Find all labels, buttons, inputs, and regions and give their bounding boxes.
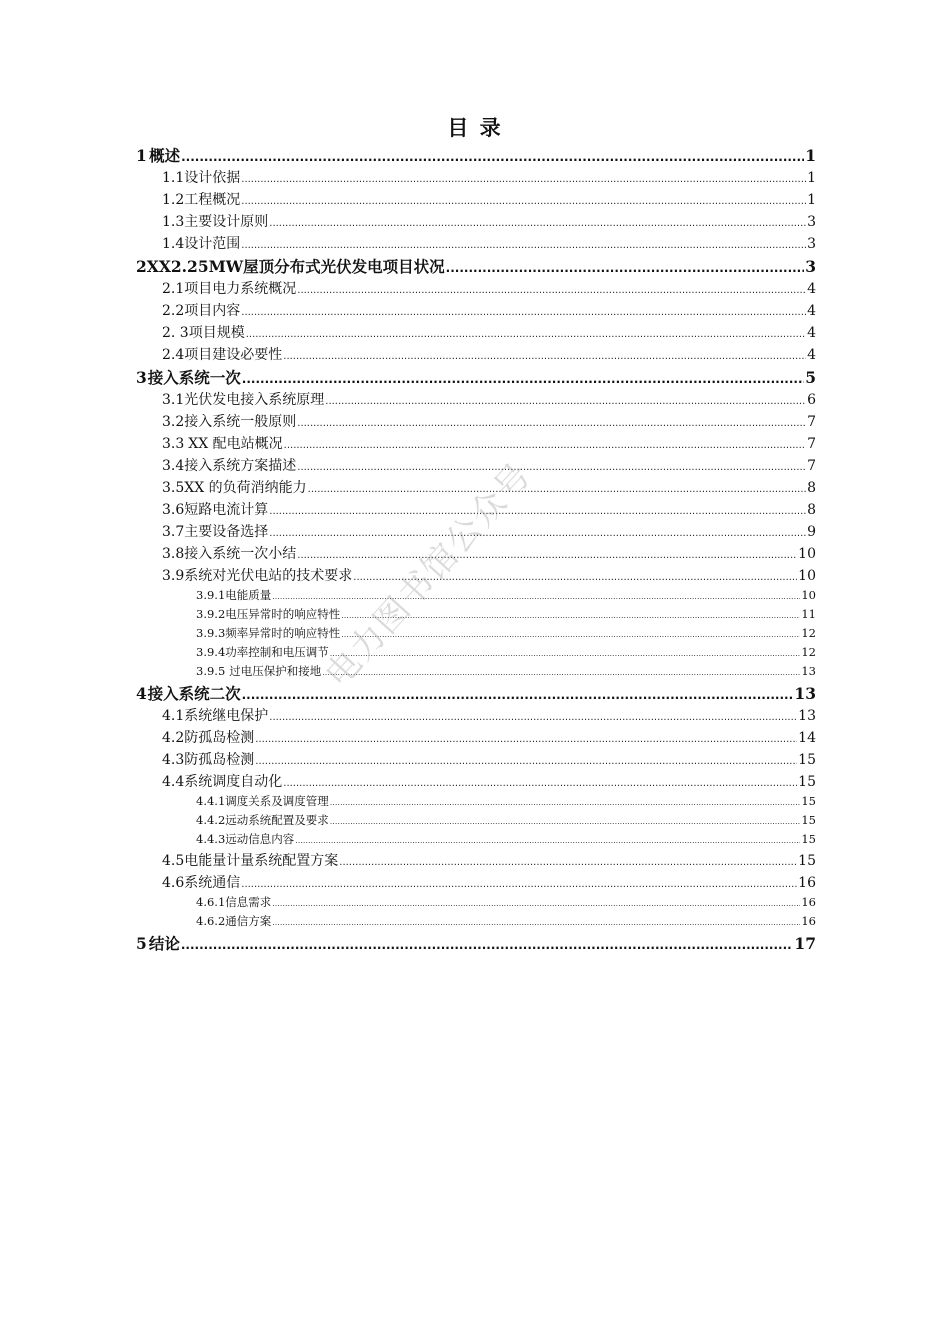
- toc-entry-label: 接入系统二次: [147, 684, 241, 703]
- toc-entry-number: 4.4.3: [196, 832, 226, 846]
- toc-leader-dots: [241, 196, 806, 207]
- toc-leader-dots: [297, 462, 806, 473]
- toc-entry-4-6-2[interactable]: [136, 913, 816, 932]
- toc-entry-page: 15: [801, 832, 816, 846]
- toc-leader-dots: [446, 261, 805, 275]
- toc-leader-dots: [241, 240, 806, 251]
- toc-entry-number: 5: [136, 934, 147, 953]
- toc-entry-page: 4: [807, 325, 816, 341]
- toc-entry-number: 2.1: [162, 281, 185, 297]
- toc-entry-number: 3.1: [162, 392, 185, 408]
- toc-entry-3-9[interactable]: [136, 565, 816, 587]
- toc-entry-page: 8: [807, 502, 816, 518]
- toc-leader-dots: [330, 798, 801, 807]
- toc-entry-3-9-4[interactable]: [136, 644, 816, 663]
- watermark: 电力图书馆公众号: [317, 454, 541, 696]
- toc-entry-label: 电压异常时的响应特性: [225, 607, 341, 621]
- toc-entry-1-1[interactable]: [136, 167, 816, 189]
- toc-entry-4-6-1[interactable]: [136, 894, 816, 913]
- toc-leader-dots: [341, 630, 800, 639]
- toc-entry-number: 4.2: [162, 730, 185, 746]
- toc-entry-label: 项目内容: [184, 303, 241, 319]
- toc-leader-dots: [242, 688, 794, 702]
- toc-entry-label: 系统继电保护: [184, 708, 269, 724]
- toc-leader-dots: [255, 734, 797, 745]
- toc-entry-label: 电能量计量系统配置方案: [184, 853, 339, 869]
- toc-leader-dots: [325, 396, 806, 407]
- toc-entry-page: 12: [801, 645, 816, 659]
- toc-leader-dots: [241, 879, 797, 890]
- toc-entry-3-9-3[interactable]: [136, 625, 816, 644]
- toc-leader-dots: [330, 649, 801, 658]
- toc-entry-page: 4: [807, 281, 816, 297]
- toc-entry-page: 3: [805, 257, 816, 276]
- toc-entry-page: 12: [801, 626, 816, 640]
- toc-entry-page: 13: [794, 684, 816, 703]
- toc-entry-number: 2: [136, 257, 147, 276]
- toc-leader-dots: [269, 218, 806, 229]
- toc-entry-3-2[interactable]: [136, 411, 816, 433]
- toc-entry-1[interactable]: [136, 144, 816, 167]
- toc-entry-label: 接入系统方案描述: [184, 458, 297, 474]
- toc-entry-label: 远动系统配置及要求: [225, 813, 329, 827]
- toc-entry-number: 3.9.5: [196, 664, 226, 678]
- toc-entry-page: 7: [807, 414, 816, 430]
- toc-leader-dots: [272, 592, 800, 601]
- toc-entry-number: 3.9.3: [196, 626, 226, 640]
- toc-entry-page: 11: [801, 607, 816, 621]
- toc-entry-label: 主要设计原则: [184, 214, 269, 230]
- toc-entry-page: 1: [805, 146, 816, 165]
- toc-leader-dots: [283, 778, 797, 789]
- toc-entry-page: 10: [801, 588, 816, 602]
- toc-entry-number: 1.2: [162, 192, 185, 208]
- toc-entry-4-6[interactable]: [136, 872, 816, 894]
- toc-entry-2-4[interactable]: [136, 344, 816, 366]
- toc-leader-dots: [308, 484, 806, 495]
- toc-entry-page: 10: [798, 568, 816, 584]
- toc-entry-number: 1: [136, 146, 147, 165]
- toc-entry-page: 16: [798, 875, 816, 891]
- toc-entry-page: 3: [807, 214, 816, 230]
- toc-entry-page: 9: [807, 524, 816, 540]
- toc-entry-page: 15: [798, 774, 816, 790]
- toc-entry-number: 2.4: [162, 347, 185, 363]
- toc-leader-dots: [284, 440, 806, 451]
- toc-entry-number: 3.5: [162, 480, 185, 496]
- toc-entry-number: 3.3: [162, 436, 185, 452]
- toc-entry-number: 4.1: [162, 708, 185, 724]
- toc-entry-label: 远动信息内容: [225, 832, 295, 846]
- toc-leader-dots: [330, 817, 801, 826]
- toc-leader-dots: [297, 550, 797, 561]
- toc-entry-label: 设计范围: [184, 236, 241, 252]
- toc-entry-2[interactable]: [136, 255, 816, 278]
- toc-leader-dots: [297, 418, 806, 429]
- toc-entry-page: 16: [801, 914, 816, 928]
- toc-entry-number: 3.9.4: [196, 645, 226, 659]
- toc-entry-3[interactable]: [136, 366, 816, 389]
- toc-entry-4-4-1[interactable]: [136, 793, 816, 812]
- toc-entry-page: 15: [801, 794, 816, 808]
- toc-leader-dots: [295, 836, 800, 845]
- toc-entry-number: 4.6.1: [196, 895, 226, 909]
- toc-entry-label: 系统通信: [184, 875, 241, 891]
- toc-entry-page: 10: [798, 546, 816, 562]
- toc-entry-label: 项目电力系统概况: [184, 281, 297, 297]
- toc-leader-dots: [241, 174, 806, 185]
- toc-entry-2-2[interactable]: [136, 300, 816, 322]
- toc-entry-label: XX 的负荷消纳能力: [184, 480, 307, 496]
- toc-entry-number: 3.2: [162, 414, 185, 430]
- toc-entry-page: 5: [805, 368, 816, 387]
- toc-entry-4-5[interactable]: [136, 850, 816, 872]
- toc-leader-dots: [283, 351, 806, 362]
- toc-entry-page: 14: [798, 730, 816, 746]
- toc-entry-3-9-2[interactable]: [136, 606, 816, 625]
- toc-entry-label: 电能质量: [225, 588, 272, 602]
- toc-entry-number: 3.9.2: [196, 607, 226, 621]
- toc-entry-page: 1: [807, 170, 816, 186]
- toc-leader-dots: [297, 285, 806, 296]
- toc-entry-5[interactable]: [136, 932, 816, 955]
- toc-entry-4[interactable]: [136, 682, 816, 705]
- toc-entry-1-2[interactable]: [136, 189, 816, 211]
- toc-leader-dots: [269, 712, 797, 723]
- toc-entry-page: 13: [798, 708, 816, 724]
- toc-entry-label: 信息需求: [225, 895, 272, 909]
- toc-leader-dots: [339, 857, 797, 868]
- toc-entry-label: 短路电流计算: [184, 502, 269, 518]
- toc-entry-label: 接入系统一次小结: [184, 546, 297, 562]
- toc-entry-number: 4.4: [162, 774, 185, 790]
- toc-entry-page: 6: [807, 392, 816, 408]
- toc-entry-number: 4.5: [162, 853, 185, 869]
- toc-entry-number: 3.8: [162, 546, 185, 562]
- toc-entry-number: 4: [136, 684, 147, 703]
- toc-entry-label: 接入系统一次: [147, 368, 241, 387]
- toc-entry-number: 1.1: [162, 170, 185, 186]
- toc-entry-4-4-2[interactable]: [136, 812, 816, 831]
- toc-entry-number: 3.7: [162, 524, 185, 540]
- toc-entry-4-1[interactable]: [136, 705, 816, 727]
- toc-entry-label: 项目建设必要性: [184, 347, 283, 363]
- toc-entry-page: 4: [807, 347, 816, 363]
- toc-entry-label: 设计依据: [184, 170, 241, 186]
- toc-leader-dots: [242, 372, 804, 386]
- toc-entry-3-4[interactable]: [136, 455, 816, 477]
- toc-entry-2-1[interactable]: [136, 278, 816, 300]
- toc-leader-dots: [269, 506, 806, 517]
- toc-entry-number: 1.3: [162, 214, 185, 230]
- toc-entry-3-9-1[interactable]: [136, 587, 816, 606]
- toc-leader-dots: [255, 756, 797, 767]
- toc-entry-number: 3.4: [162, 458, 185, 474]
- toc-entry-number: 4.6.2: [196, 914, 226, 928]
- toc-entry-4-4-3[interactable]: [136, 831, 816, 850]
- toc-entry-3-9-5[interactable]: [136, 663, 816, 682]
- toc-entry-page: 13: [801, 664, 816, 678]
- toc-entry-number: 4.6: [162, 875, 185, 891]
- toc-entry-label: 系统调度自动化: [184, 774, 283, 790]
- toc-entry-label: XX2.25MW屋顶分布式光伏发电项目状况: [146, 257, 445, 276]
- toc-entry-number: 4.3: [162, 752, 185, 768]
- toc-entry-page: 15: [798, 752, 816, 768]
- toc-entry-number: 3.9.1: [196, 588, 226, 602]
- toc-entry-page: 16: [801, 895, 816, 909]
- toc-entry-label: 功率控制和电压调节: [225, 645, 329, 659]
- toc-leader-dots: [246, 329, 806, 340]
- toc-entry-label: 主要设备选择: [184, 524, 269, 540]
- toc-entry-3-1[interactable]: [136, 389, 816, 411]
- toc-entry-page: 15: [798, 853, 816, 869]
- toc-entry-label: 结论: [148, 934, 180, 953]
- toc-entry-2-3[interactable]: [136, 322, 816, 344]
- toc-leader-dots: [181, 938, 794, 952]
- toc-entry-label: 防孤岛检测: [184, 730, 255, 746]
- toc-entry-number: 3.6: [162, 502, 185, 518]
- toc-entry-number: 1.4: [162, 236, 185, 252]
- toc-entry-label: 光伏发电接入系统原理: [184, 392, 325, 408]
- toc-entry-label: 系统对光伏电站的技术要求: [184, 568, 353, 584]
- toc-entry-label: 接入系统一般原则: [184, 414, 297, 430]
- toc-entry-number: 4.4.1: [196, 794, 226, 808]
- toc-entry-4-4[interactable]: [136, 771, 816, 793]
- toc-entry-page: 17: [794, 934, 816, 953]
- toc-entry-1-3[interactable]: [136, 211, 816, 233]
- toc-entry-4-2[interactable]: [136, 727, 816, 749]
- toc-entry-label: 项目规模: [188, 325, 245, 341]
- toc-entry-number: 2.2: [162, 303, 185, 319]
- toc-leader-dots: [272, 918, 800, 927]
- toc-entry-1-4[interactable]: [136, 233, 816, 255]
- toc-entry-page: 3: [807, 236, 816, 252]
- toc-entry-page: 7: [807, 458, 816, 474]
- toc-entry-number: 3.9: [162, 568, 185, 584]
- toc-entry-page: 1: [807, 192, 816, 208]
- toc-entry-number: 3: [136, 368, 147, 387]
- toc-entry-label: 通信方案: [225, 914, 272, 928]
- toc-leader-dots: [272, 899, 800, 908]
- toc-entry-page: 8: [807, 480, 816, 496]
- toc-leader-dots: [269, 528, 806, 539]
- toc-entry-4-3[interactable]: [136, 749, 816, 771]
- toc-entry-page: 7: [807, 436, 816, 452]
- toc-leader-dots: [241, 307, 806, 318]
- toc-entry-label: 调度关系及调度管理: [225, 794, 329, 808]
- toc-leader-dots: [322, 668, 800, 677]
- toc-title: 目 录: [447, 115, 503, 140]
- toc-entry-number: 4.4.2: [196, 813, 226, 827]
- toc-entry-label: 概述: [149, 146, 181, 165]
- toc-entry-label: XX 配电站概况: [188, 436, 283, 452]
- toc-leader-dots: [181, 150, 804, 164]
- toc-entry-3-3[interactable]: [136, 433, 816, 455]
- toc-entry-label: 防孤岛检测: [184, 752, 255, 768]
- toc-entry-label: 过电压保护和接地: [229, 664, 322, 678]
- toc-entry-page: 15: [801, 813, 816, 827]
- toc-entry-label: 频率异常时的响应特性: [225, 626, 341, 640]
- toc-entry-number: 2. 3: [162, 325, 189, 341]
- toc-entry-page: 4: [807, 303, 816, 319]
- toc-entry-label: 工程概况: [184, 192, 241, 208]
